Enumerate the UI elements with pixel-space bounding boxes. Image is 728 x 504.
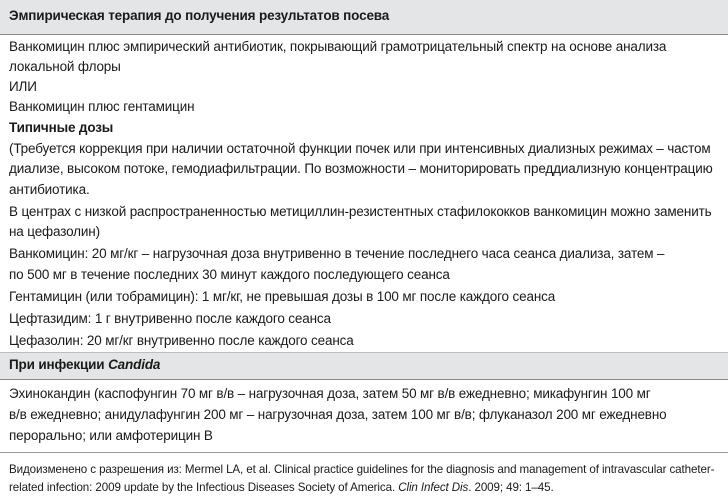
footnote-line: Видоизменено с разрешения из: Mermel LA, et al. Clinical practice guidelines for the diagnosis and management of intravascular catheter- (9, 463, 715, 476)
footnote-line: related infection: 2009 update by the Infectious Diseases Society of America. Clin Infect Dis. 2009; 49: 1–45. (9, 481, 554, 494)
text-line: Гентамицин (или тобрамицин): 1 мг/кг, не превышая дозы в 100 мг после каждого сеанса (9, 289, 556, 304)
text-line: ИЛИ (9, 79, 37, 94)
text-line: Цефтазидим: 1 г внутривенно после каждого сеанса (9, 311, 331, 326)
text-line: В центрах с низкой распространенностью метициллин-резистентных стафилококков ванкомицин можно заменить (9, 204, 712, 219)
footnote-divider (0, 452, 728, 453)
text-line: на цефазолин) (9, 224, 100, 239)
text-line: по 500 мг в течение последних 30 минут каждого последующего сеанса (9, 267, 450, 282)
text-line: перорально; или амфотерицин В (9, 428, 213, 443)
section-title-doses: Типичные дозы (9, 120, 114, 135)
text-line: в/в ежедневно; анидулафунгин 200 мг – нагрузочная доза, затем 100 мг в/в; флуканазол 200 мг ежедневно (9, 407, 667, 422)
text-line: Эхинокандин (каспофунгин 70 мг в/в – нагрузочная доза, затем 50 мг в/в ежедневно; микафунгин 100 мг (9, 386, 651, 401)
text-line: диализе, высоком потоке, гемодиафильтрации. По возможности – мониторировать преддиализную концентрацию (9, 161, 713, 176)
text-line: Ванкомицин плюс гентамицин (9, 99, 195, 114)
text-line: Ванкомицин: 20 мг/кг – нагрузочная доза внутривенно в течение последнего часа сеанса диализа, затем – (9, 246, 665, 261)
section-title-candida: При инфекции Candida (9, 357, 161, 372)
text-line: Ванкомицин плюс эмпирический антибиотик, покрывающий грамотрицательный спектр на основе анализа (9, 39, 667, 54)
section-title-empiric: Эмпирическая терапия до получения результатов посева (9, 8, 390, 23)
text-line: антибиотика. (9, 182, 90, 197)
text-line: (Требуется коррекция при наличии остаточной функции почек или при интенсивных диализных режимах – частом (9, 141, 711, 156)
text-line: локальной флоры (9, 59, 121, 74)
text-line: Цефазолин: 20 мг/кг внутривенно после каждого сеанса (9, 333, 354, 348)
